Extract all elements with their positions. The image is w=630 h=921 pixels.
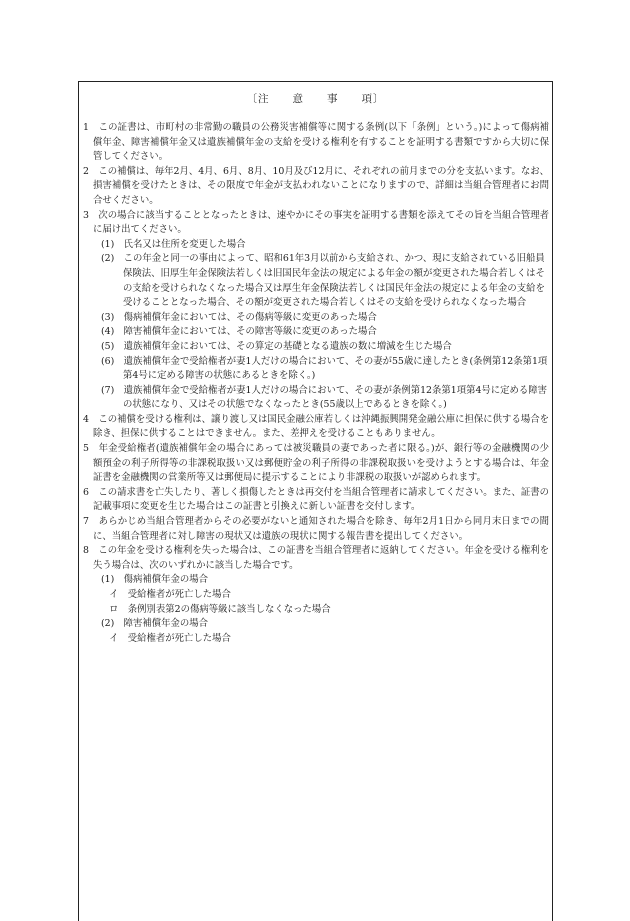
sub-text: 傷病補償年金の場合 [123,574,209,586]
subsub-marker: ロ [109,603,119,615]
notice-item-5 [83,442,549,486]
item3-sub-4 [83,325,549,340]
notice-frame [78,81,553,921]
item3-sub-1 [83,238,549,253]
item-number: 5 [83,443,89,455]
item3-sub-7 [83,384,549,413]
sub-text: 遺族補償年金においては、その算定の基礎となる遺族の数に増減を生じた場合 [123,340,452,352]
item-number: 6 [83,486,89,498]
sub-text: 氏名又は住所を変更した場合 [123,238,246,250]
item-number: 1 [83,122,89,133]
item-text: 年金受給権者(遺族補償年金の場合にあっては被災職員の妻であった者に限る。)が、銀行等の金融機関の少額預金の利子所得等の非課税取扱い又は郵便貯金の利子所得の非課税取扱いを受けようとする場合は、年金証書を金融機関の営業所等又は郵便局に提示することにより非課税の取扱いが認められます。 [93,443,549,484]
item-text: この請求書を亡失したり、著しく損傷したときは再交付を当組合管理者に請求してください。また、証書の記載事項に変更を生じた場合はこの証書と引換えに新しい証書を交付します。 [93,486,549,513]
item-text: この補償を受ける権利は、譲り渡し又は国民金融公庫若しくは沖縄振興開発金融公庫に担保に供する場合を除き、担保に供することはできません。また、差押えを受けることもありません。 [93,413,549,440]
item-number: 3 [83,209,89,221]
sub-text: 障害補償年金においては、その障害等級に変更のあった場合 [123,326,377,338]
sub-text: 障害補償年金の場合 [123,618,209,630]
subsub-text: 条例別表第2の傷病等級に該当しなくなった場合 [127,603,331,615]
item-text: この年金を受ける権利を失った場合は、この証書を当組合管理者に返納してください。年金を受ける権利を失う場合は、次のいずれかに該当した場合です。 [93,545,549,571]
item3-sub-3 [83,311,549,326]
item3-sub-5 [83,340,549,355]
sub-text: 遺族補償年金で受給権者が妻1人だけの場合において、その妻が55歳に達したとき(条例第12条第1項第4号に定める障害の状態にあるときを除く。) [123,355,548,382]
sub-number: (1) [101,238,115,250]
item-text: あらかじめ当組合管理者からその必要がないと通知された場合を除き、毎年2月1日から同月末日までの間に、当組合管理者に対し障害の現状又は遺族の現状に関する報告書を提出してください。 [93,516,549,542]
sub-text: 傷病補償年金においては、その傷病等級に変更のあった場合 [123,311,377,323]
item3-sub-2 [83,252,549,310]
subsub-marker: イ [109,632,119,644]
sub-number: (1) [101,574,115,586]
sub-number: (2) [101,253,115,265]
sub-text: 遺族補償年金で受給権者が妻1人だけの場合において、その妻が条例第12条第1項第4号に定める障害の状態になり、又はその状態でなくなったとき(55歳以上であるときを除く。) [123,384,548,411]
item-text: この補償は、毎年2月、4月、6月、8月、10月及び12月に、それぞれの前月までの分を支払います。なお、損害補償を受けたときは、その限度で年金が支払われないことになりますので、詳細は当組合管理者にお問合せください。 [93,165,549,206]
item8-sub-1-ro [83,603,549,618]
notice-item-3 [83,209,549,238]
sub-number: (4) [101,326,115,338]
notice-title-text: 〔注 意 事 項〕 [246,93,385,105]
item-number: 7 [83,516,89,528]
item-number: 2 [83,165,89,177]
item8-sub-1-i [83,588,549,603]
item-number: 8 [83,545,89,557]
item8-sub-2-i [83,632,549,647]
notice-item-4 [83,413,549,442]
item8-sub-1 [83,573,549,588]
sub-number: (7) [101,384,115,396]
sub-number: (6) [101,355,115,367]
item8-sub-2 [83,617,549,632]
notice-body [83,121,549,646]
subsub-marker: イ [109,589,119,600]
notice-title [79,91,552,106]
notice-item-7 [83,515,549,544]
sub-text: この年金と同一の事由によって、昭和61年3月以前から支給され、かつ、現に支給されている旧船員保険法、旧厚生年金保険法若しくは旧国民年金法の規定による年金の額が変更された場合若しくはその支給を受けられなくなった場合又は厚生年金保険法若しくは国民年金法の規定による年金の支給を受けることとなった場合、その額が変更された場合若しくはその支給を受けられなくなった場合 [123,253,545,309]
subsub-text: 受給権者が死亡した場合 [127,632,231,644]
item-text: 次の場合に該当することとなったときは、速やかにその事実を証明する書類を添えてその旨を当組合管理者に届け出てください。 [93,209,549,236]
sub-number: (3) [101,311,115,323]
sub-number: (5) [101,340,115,352]
item-text: この証書は、市町村の非常勤の職員の公務災害補償等に関する条例(以下「条例」という。)によって傷病補償年金、障害補償年金又は遺族補償年金の支給を受ける権利を有することを証明する書類ですから大切に保管してください。 [93,122,549,163]
notice-item-1 [83,121,549,165]
item-number: 4 [83,413,89,425]
sub-number: (2) [101,618,115,630]
notice-item-8 [83,544,549,573]
subsub-text: 受給権者が死亡した場合 [127,589,231,600]
item3-sub-6 [83,355,549,384]
notice-item-2 [83,165,549,209]
notice-item-6 [83,486,549,515]
